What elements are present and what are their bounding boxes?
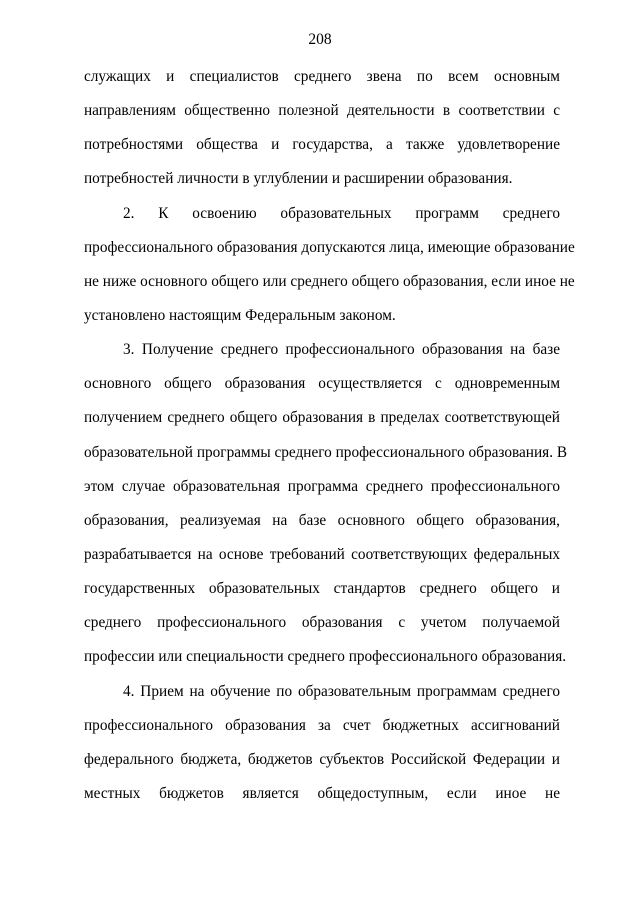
text-line: разрабатывается на основе требований соответствующих федеральных: [84, 545, 560, 563]
text-line: государственных образовательных стандартов среднего общего и: [84, 580, 560, 598]
page-number: 208: [308, 31, 332, 48]
text-line: 4. Прием на обучение по образовательным программам среднего: [123, 682, 560, 700]
body-text: [84, 66, 575, 817]
text-line: этом случае образовательная программа среднего профессионального: [84, 477, 560, 495]
text-line: профессии или специальности среднего профессионального образования.: [84, 648, 567, 666]
text-line: 3. Получение среднего профессионального образования на базе: [123, 341, 560, 359]
text-line: образовательной программы среднего профессионального образования. В: [84, 443, 568, 461]
text-line: получением среднего общего образования в пределах соответствующей: [84, 409, 560, 427]
text-line: потребностями общества и государства, а также удовлетворение: [84, 136, 560, 154]
text-line: образования, реализуемая на базе основного общего образования,: [84, 511, 560, 529]
text-line: потребностей личности в углублении и расширении образования.: [84, 170, 513, 188]
text-line: установлено настоящим Федеральным законом.: [84, 306, 396, 324]
text-line: федерального бюджета, бюджетов субъектов Российской Федерации и: [84, 750, 560, 768]
text-line: служащих и специалистов среднего звена по всем основным: [84, 68, 560, 85]
text-line: основного общего образования осуществляется с одновременным: [84, 375, 560, 393]
text-line: направлениям общественно полезной деятельности в соответствии с: [84, 102, 560, 120]
text-line: профессионального образования допускаются лица, имеющие образование: [84, 238, 575, 256]
text-line: среднего профессионального образования с учетом получаемой: [84, 614, 560, 632]
text-line: местных бюджетов является общедоступным, если иное не: [84, 784, 560, 802]
text-line: 2. К освоению образовательных программ среднего: [123, 204, 560, 222]
text-line: профессионального образования за счет бюджетных ассигнований: [84, 716, 560, 734]
text-line: не ниже основного общего или среднего общего образования, если иное не: [84, 272, 575, 290]
